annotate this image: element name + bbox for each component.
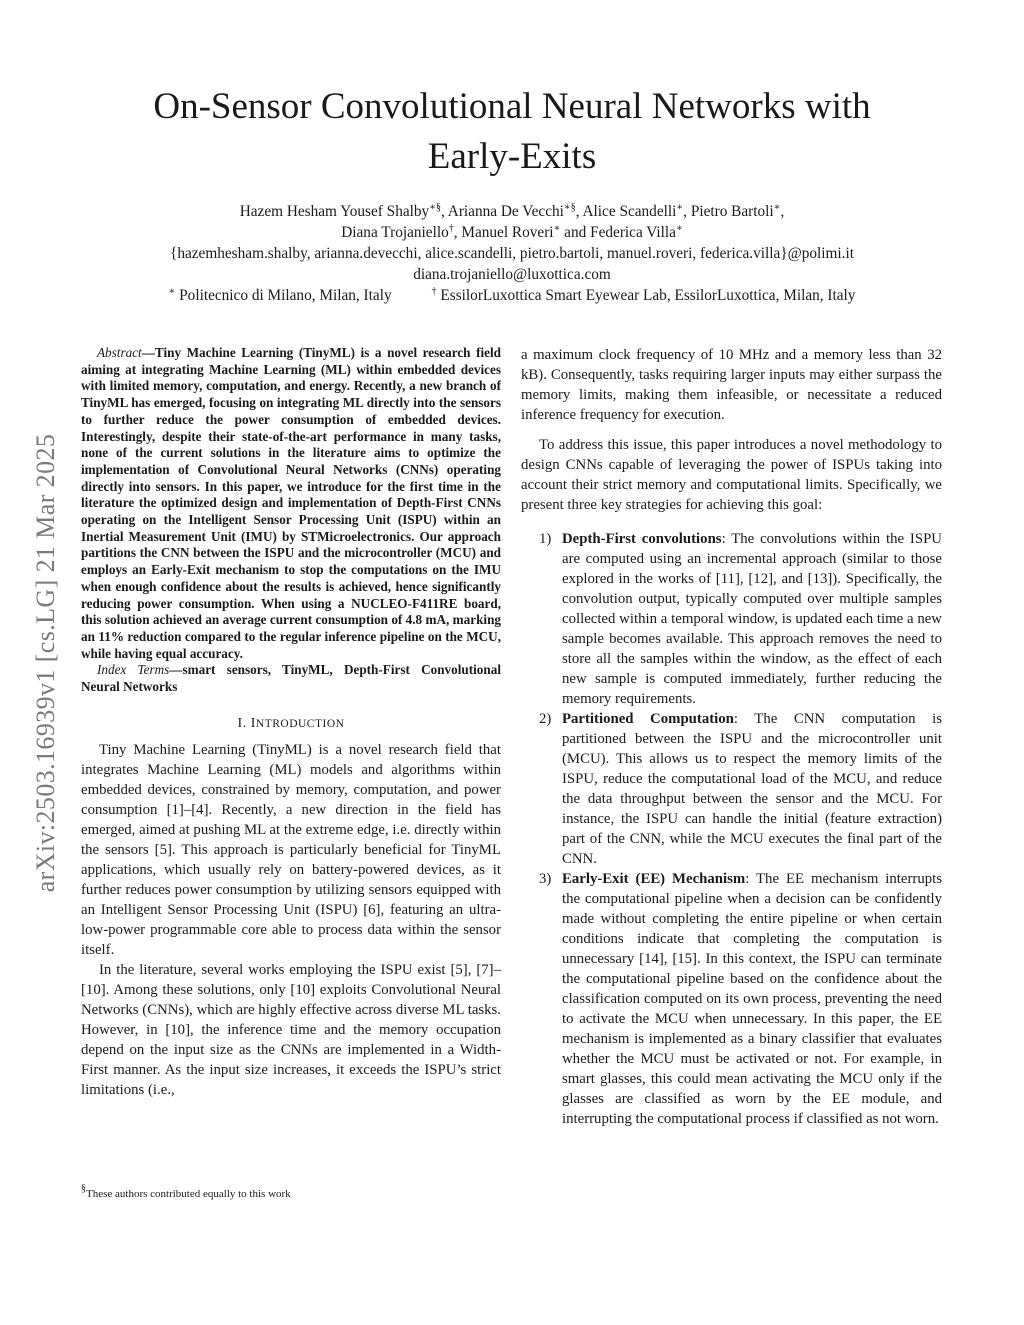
author-affil-mark: ∗ (553, 223, 561, 234)
right-paragraph-2: To address this issue, this paper introduces a novel methodology to design CNNs capable of leveraging the power of ISPUs taking into account their strict memory and computational limits. Specifically, we present three key strategies for achieving this goal: (521, 437, 942, 513)
right-column (521, 345, 942, 1129)
index-terms-text: —smart sensors, TinyML, Depth-First Convolutional Neural Networks (81, 662, 501, 695)
author-name: , Pietro Bartoli (683, 203, 774, 220)
intro-paragraph-2: In the literature, several works employing the ISPU exist [5], [7]–[10]. Among these solutions, only [10] exploits Convolutional Neural Networks (CNNs), which are highly effective across diverse ML tasks. However, in [10], the inference time and the memory occupation depend on the input size as the CNNs are implemented in a Width-First manner. As the input size increases, it exceeds the ISPU’s strict limitations (i.e., (81, 961, 501, 1098)
title-line-2: Early-Exits (427, 136, 597, 177)
footnote (81, 1183, 501, 1201)
author-emails-1: {hazemhesham.shalby, arianna.devecchi, alice.scandelli, pietro.bartoli, manuel.roveri, federica.villa}@polimi.it (169, 245, 854, 262)
author-affil-mark: † (448, 223, 454, 234)
index-terms (81, 662, 501, 695)
author-line-1 (0, 201, 1024, 222)
list-item-number: 2) (539, 711, 552, 727)
list-item-heading: Early-Exit (EE) Mechanism (562, 871, 746, 887)
affiliation-1: Politecnico di Milano, Milan, Italy (175, 287, 392, 304)
list-item-text: : The CNN computation is partitioned between the ISPU and the microcontroller unit (MCU). This allows us to respect the memory limits of the ISPU, reduce the computational load of the MCU, and reduce the data throughput between the sensor and the MCU. For instance, the ISPU can handle the initial (feature extraction) part of the CNN, while the MCU executes the final part of the CNN. (562, 711, 942, 867)
list-item-text: : The EE mechanism interrupts the computational pipeline when a decision can be confidently made without completing the entire pipeline or when certain conditions indicate that completing the computation is unnecessary [14], [15]. In this context, the ISPU can terminate the computational pipeline based on the confidence about the classification computed on its own process, preventing the need to activate the MCU when unnecessary. In this paper, the EE mechanism is implemented as a binary classifier that evaluates whether the MCU must be activated or not. For example, in smart glasses, this could mean activating the MCU only if the glasses are classified as worn by the EE module, and interrupting the computational process if classified as not worn. (562, 871, 942, 1127)
author-name: Diana Trojaniello (341, 224, 449, 241)
right-paragraph-1: a maximum clock frequency of 10 MHz and a memory less than 32 kB). Consequently, tasks requiring larger inputs may either surpass the memory limits, making them infeasible, or necessitate a reduced inference frequency for execution. (521, 347, 942, 423)
author-affil-mark: ∗§ (563, 202, 576, 213)
index-terms-label: Index Terms (97, 662, 170, 678)
author-affil-mark: ∗ (675, 223, 683, 234)
title-line-1: On-Sensor Convolutional Neural Networks with (153, 86, 871, 127)
list-item-number: 3) (539, 871, 552, 887)
author-name: and Federica Villa (560, 224, 676, 241)
arxiv-sidebar (26, 348, 66, 978)
author-emails-2: diana.trojaniello@luxottica.com (413, 266, 611, 283)
section-number: I. (237, 715, 251, 731)
footnote-mark: § (81, 1183, 86, 1194)
affiliation-2: EssilorLuxottica Smart Eyewear Lab, EssilorLuxottica, Milan, Italy (436, 287, 856, 304)
abstract-label: Abstract (97, 345, 142, 360)
affiliations (0, 285, 1024, 306)
author-affil-mark: ∗ (773, 202, 781, 213)
intro-paragraph-1: Tiny Machine Learning (TinyML) is a novel research field that integrates Machine Learning (ML) models and algorithms within embedded devices, constrained by memory, computation, and power consumption [1]–[4]. Recently, a new direction in the field has emerged, aimed at pushing ML at the extreme edge, i.e. directly within the sensors [5]. This approach is particularly beneficial for TinyML applications, which usually rely on battery-powered devices, as it further reduces power consumption by utilizing sensors equipped with an Intelligent Sensor Processing Unit (ISPU) [6], featuring an ultra-low-power programmable core able to process data within the sensor itself. (81, 741, 501, 958)
author-block (0, 201, 1024, 306)
list-item-heading: Depth-First convolutions (562, 531, 722, 547)
author-affil-mark: ∗§ (429, 202, 441, 213)
paper-title (0, 82, 1024, 182)
arxiv-identifier: arXiv:2503.16939v1 [cs.LG] 21 Mar 2025 (31, 433, 60, 893)
author-separator: , (780, 203, 785, 220)
left-column (81, 345, 501, 1100)
list-item-text: : The convolutions within the ISPU are computed using an incremental approach (similar to those explored in the works of [11], [12], and [13]). Specifically, the convolution output, typically computed over multiple samples collected within a temporal window, is updated each time a new sample becomes available. This approach removes the need to store all the samples within the window, as the effect of each new sample is computed immediately, further reducing the memory requirements. (562, 531, 942, 707)
list-item-number: 1) (539, 531, 552, 547)
author-affil-mark: ∗ (676, 202, 684, 213)
author-name: Hazem Hesham Yousef Shalby (239, 203, 430, 220)
affil-mark: ∗ (168, 286, 176, 297)
list-item (521, 529, 942, 709)
section-title: NTRODUCTION (255, 717, 345, 730)
author-name: , Arianna De Vecchi (440, 203, 564, 220)
footnote-text: These authors contributed equally to this work (86, 1188, 291, 1200)
list-item (521, 869, 942, 1129)
author-name: , Alice Scandelli (575, 203, 677, 220)
abstract-text: —Tiny Machine Learning (TinyML) is a novel research field aiming at integrating Machine Learning (ML) within embedded devices with limited memory, computation, and energy. Recently, a new branch of TinyML has emerged, focusing on integrating ML directly into the sensors to further reduce the power consumption of embedded devices. Interestingly, despite their state-of-the-art performance in many tasks, none of the current solutions in the literature aims to optimize the implementation of Convolutional Neural Networks (CNNs) operating directly into sensors. In this paper, we introduce for the first time in the literature the optimized design and implementation of Depth-First CNNs operating on the Intelligent Sensor Processing Unit (ISPU) within an Inertial Measurement Unit (IMU) by STMicroelectronics. Our approach partitions the CNN between the ISPU and the microcontroller (MCU) and employs an Early-Exit mechanism to stop the computations on the IMU when enough confidence about the results is achieved, hence significantly reducing power consumption. When using a NUCLEO-F411RE board, this solution achieved an average current consumption of 4.8 mA, marking an 11% reduction compared to the regular inference pipeline on the MCU, while having equal accuracy. (81, 345, 501, 661)
affil-mark: † (431, 286, 437, 297)
abstract (81, 345, 501, 662)
section-initial: I (250, 715, 256, 731)
section-heading-introduction (81, 714, 501, 734)
list-item-heading: Partitioned Computation (562, 711, 734, 727)
list-item (521, 709, 942, 869)
author-name: , Manuel Roveri (453, 224, 554, 241)
strategy-list (521, 529, 942, 1129)
author-line-2 (0, 222, 1024, 243)
